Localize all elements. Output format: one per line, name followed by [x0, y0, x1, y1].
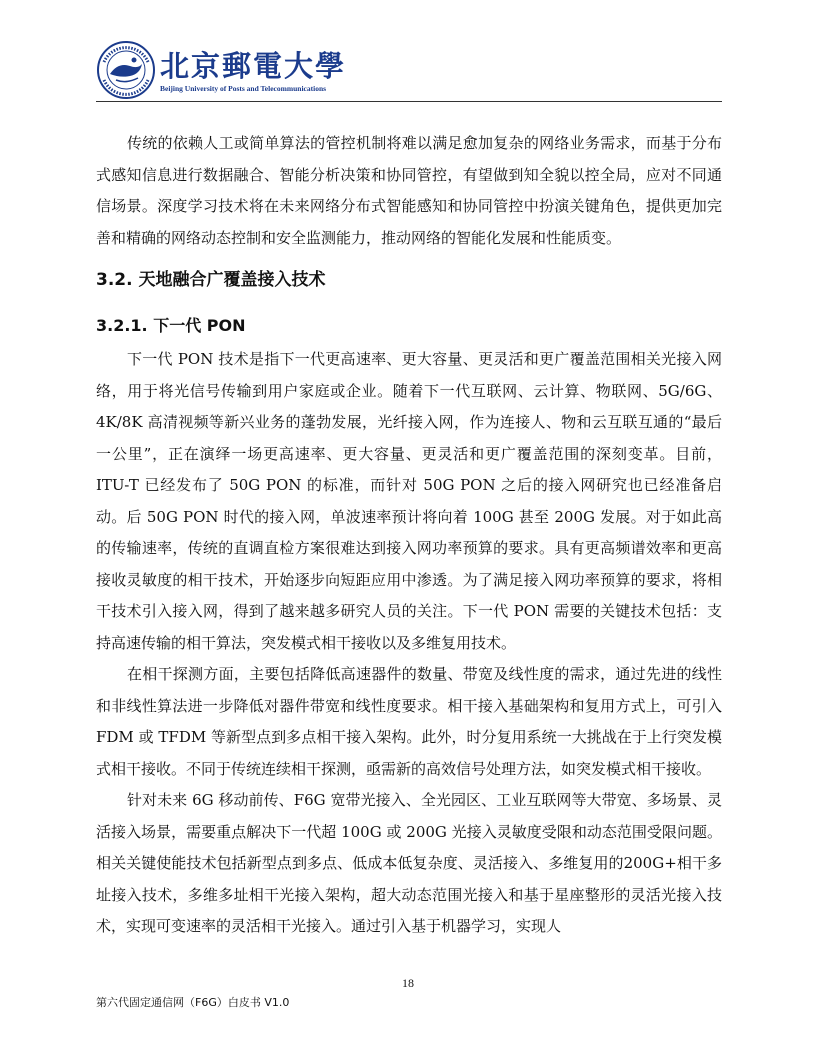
intro-paragraph: 传统的依赖人工或简单算法的管控机制将难以满足愈加复杂的网络业务需求，而基于分布式感知信息进行数据融合、智能分析决策和协同管控，有望做到知全貌以控全局，应对不同通信场景。深度学习技术将在未来网络分布式智能感知和协同管控中扮演关键角色，提供更加完善和精确的网络动态控制和安全监测能力，推动网络的智能化发展和性能质变。 — [96, 134, 722, 247]
paragraph-coherent-detection: 在相干探测方面，主要包括降低高速器件的数量、带宽及线性度的需求，通过先进的线性和非线性算法进一步降低对器件带宽和线性度要求。相干接入基础架构和复用方式上，可引入 FDM 或 TFDM 等新型点到多点相干接入架构。此外，时分复用系统一大挑战在于上行突发模式相干接收。不同于传统连续相干探测，亟需新的高效信号处理方法，如突发模式相干接收。 — [96, 665, 722, 778]
page-number: 18 — [402, 976, 414, 990]
footer-title: 第六代固定通信网（F6G）白皮书 V1.0 — [96, 996, 290, 1009]
paragraph-next-gen-pon: 下一代 PON 技术是指下一代更高速率、更大容量、更灵活和更广覆盖范围相关光接入网络，用于将光信号传输到用户家庭或企业。随着下一代互联网、云计算、物联网、5G/6G、4K/8K 高清视频等新兴业务的蓬勃发展，光纤接入网，作为连接人、物和云互联互通的“最后一公里”，正在演绎一场更高速率、更大容量、更灵活和更广覆盖范围的深刻变革。目前，ITU-T 已经发布了 50G PON 的标准，而针对 50G PON 之后的接入网研究也已经准备启动。后 50G PON 时代的接入网，单波速率预计将向着 100G 甚至 200G 发展。对于如此高的传输速率，传统的直调直检方案很难达到接入网功率预算的要求。具有更高频谱效率和更高接收灵敏度的相干技术，开始逐步向短距应用中渗透。为了满足接入网功率预算的要求，将相干技术引入接入网，得到了越来越多研究人员的关注。下一代 PON 需要的关键技术包括：支持高速传输的相干算法，突发模式相干接收以及多维复用技术。 — [96, 350, 722, 652]
intro-section — [96, 128, 722, 254]
section-heading: 3.2. 天地融合广覆盖接入技术 — [96, 270, 326, 290]
paragraph-future-access: 针对未来 6G 移动前传、F6G 宽带光接入、全光园区、工业互联网等大带宽、多场景、灵活接入场景，需要重点解决下一代超 100G 或 200G 光接入灵敏度受限和动态范围受限问题。相关关键使能技术包括新型点到多点、低成本低复杂度、灵活接入、多维复用的200G+相干多址接入技术，多维多址相干光接入架构，超大动态范围光接入和基于星座整形的灵活光接入技术，实现可变速率的灵活相干光接入。通过引入基于机器学习，实现人 — [96, 791, 722, 935]
page-header — [96, 40, 722, 100]
university-logo-chinese: 北京郵電大學 — [160, 49, 347, 83]
subsection-heading: 3.2.1. 下一代 PON — [96, 316, 246, 335]
university-seal-icon — [96, 40, 156, 100]
university-logo-english: Beijing University of Posts and Telecommunications — [160, 84, 327, 93]
main-content — [96, 344, 722, 943]
header-divider — [96, 101, 722, 102]
